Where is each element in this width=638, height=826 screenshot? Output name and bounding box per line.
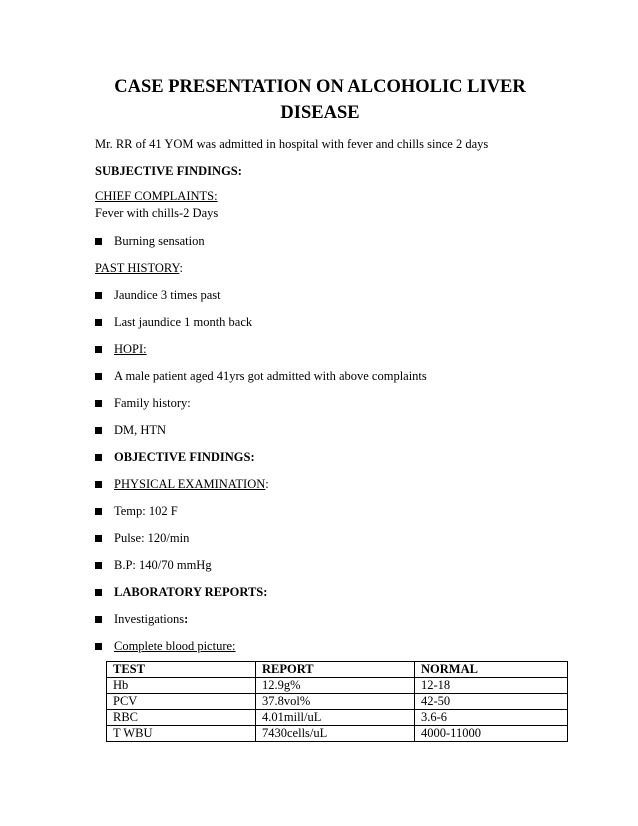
bullet-icon: [95, 589, 102, 596]
investigations-heading: [114, 612, 188, 627]
bullet-icon: [95, 562, 102, 569]
investigations-label: Investigations: [114, 612, 185, 626]
table-row: [107, 678, 568, 694]
table-header-cell: NORMAL: [415, 662, 568, 678]
bullet-icon: [95, 238, 102, 245]
bullet-icon: [95, 427, 102, 434]
list-item-text: Pulse: 120/min: [114, 531, 190, 545]
hopi-label: HOPI:: [114, 342, 147, 356]
list-item-text: Jaundice 3 times past: [114, 288, 221, 302]
table-cell: Hb: [107, 678, 256, 694]
past-history-colon: :: [179, 261, 183, 275]
table-cell: 12.9g%: [256, 678, 415, 694]
table-header-row: [107, 662, 568, 678]
table-row: [107, 694, 568, 710]
chief-complaints-heading: CHIEF COMPLAINTS:: [95, 189, 218, 203]
investigations-colon: :: [184, 612, 189, 626]
table-cell: PCV: [107, 694, 256, 710]
table-cell: 12-18: [415, 678, 568, 694]
title-line-2: DISEASE: [280, 103, 360, 123]
bullet-icon: [95, 535, 102, 542]
table-cell: 3.6-6: [415, 710, 568, 726]
bullet-icon: [95, 454, 102, 461]
page-title: [95, 74, 545, 126]
table-cell: 4000-11000: [415, 726, 568, 742]
bullet-icon: [95, 400, 102, 407]
list-item-text: B.P: 140/70 mmHg: [114, 558, 212, 572]
table-cell: RBC: [107, 710, 256, 726]
list-item-text: DM, HTN: [114, 423, 167, 437]
lab-results-table: [106, 661, 568, 742]
physical-exam-colon: :: [265, 477, 269, 491]
objective-heading: OBJECTIVE FINDINGS:: [114, 450, 255, 464]
title-line-1: CASE PRESENTATION ON ALCOHOLIC LIVER: [114, 77, 526, 97]
table-header-cell: TEST: [107, 662, 256, 678]
table-cell: 4.01mill/uL: [256, 710, 415, 726]
list-item-text: Family history:: [114, 396, 191, 410]
table-row: [107, 710, 568, 726]
physical-exam-label: PHYSICAL EXAMINATION: [114, 477, 266, 491]
bullet-icon: [95, 292, 102, 299]
list-item-text: Last jaundice 1 month back: [114, 315, 253, 329]
table-cell: 42-50: [415, 694, 568, 710]
lab-heading: LABORATORY REPORTS:: [114, 585, 268, 599]
bullet-icon: [95, 508, 102, 515]
past-history-heading: [95, 261, 183, 276]
table-cell: 7430cells/uL: [256, 726, 415, 742]
bullet-icon: [95, 616, 102, 623]
subjective-heading: SUBJECTIVE FINDINGS:: [95, 164, 242, 178]
chief-complaint-text: Fever with chills-2 Days: [95, 206, 219, 220]
physical-exam-heading: [114, 477, 269, 492]
table-row: [107, 726, 568, 742]
table-cell: 37.8vol%: [256, 694, 415, 710]
cbp-label: Complete blood picture:: [114, 639, 236, 653]
bullet-icon: [95, 373, 102, 380]
list-item-text: Temp: 102 F: [114, 504, 178, 518]
list-item-text: Burning sensation: [114, 234, 205, 248]
table-cell: T WBU: [107, 726, 256, 742]
table-header-cell: REPORT: [256, 662, 415, 678]
intro-text: Mr. RR of 41 YOM was admitted in hospital with fever and chills since 2 days: [95, 137, 489, 151]
bullet-icon: [95, 643, 102, 650]
list-item-text: A male patient aged 41yrs got admitted with above complaints: [114, 369, 427, 383]
bullet-icon: [95, 346, 102, 353]
bullet-icon: [95, 481, 102, 488]
bullet-icon: [95, 319, 102, 326]
past-history-label: PAST HISTORY: [95, 261, 180, 275]
